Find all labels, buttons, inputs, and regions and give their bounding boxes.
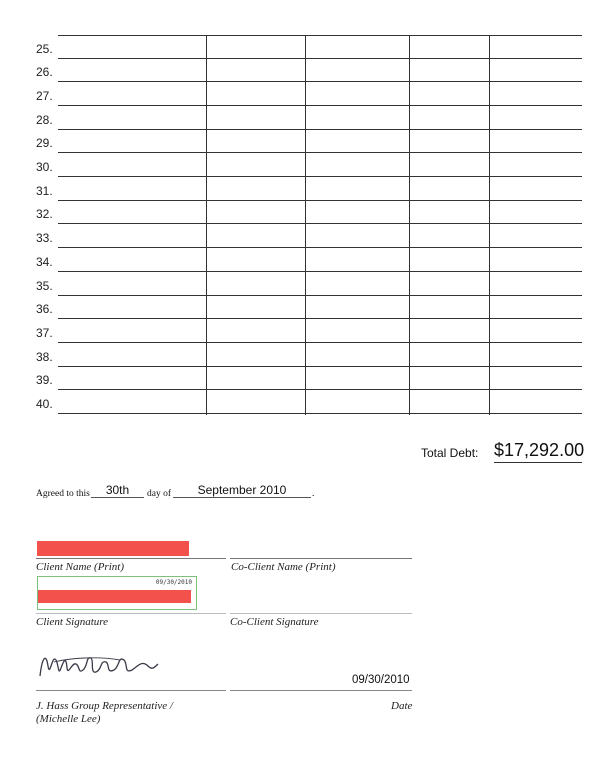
row-number: 37. bbox=[36, 325, 53, 340]
table-row bbox=[36, 296, 582, 320]
row-number: 35. bbox=[36, 278, 53, 293]
row-number: 33. bbox=[36, 231, 53, 246]
table-row bbox=[36, 319, 582, 343]
client-signature-caption: Client Signature bbox=[36, 616, 109, 628]
row-number: 28. bbox=[36, 112, 53, 127]
agreed-month-year-field[interactable]: September 2010 bbox=[173, 483, 311, 498]
total-debt-value: $17,292.00 bbox=[494, 440, 582, 463]
row-number: 26. bbox=[36, 65, 53, 80]
table-row bbox=[36, 201, 582, 225]
row-number: 31. bbox=[36, 183, 53, 198]
row-underline bbox=[58, 413, 582, 414]
redacted-client-signature bbox=[38, 590, 191, 603]
client-name-caption: Client Name (Print) bbox=[36, 561, 124, 573]
table-row bbox=[36, 35, 582, 59]
debt-table bbox=[36, 35, 582, 415]
row-number: 27. bbox=[36, 88, 53, 103]
row-number: 34. bbox=[36, 254, 53, 269]
coclient-name-caption: Co-Client Name (Print) bbox=[231, 561, 336, 573]
table-row bbox=[36, 59, 582, 83]
row-number: 25. bbox=[36, 41, 53, 56]
date-line bbox=[230, 690, 412, 691]
table-column-divider bbox=[206, 35, 207, 415]
row-number: 39. bbox=[36, 373, 53, 388]
row-number: 38. bbox=[36, 349, 53, 364]
representative-signature-icon bbox=[36, 648, 162, 682]
row-number: 36. bbox=[36, 302, 53, 317]
client-signature-line bbox=[36, 613, 226, 614]
table-row bbox=[36, 82, 582, 106]
table-row bbox=[36, 248, 582, 272]
representative-caption-line1: J. Hass Group Representative / bbox=[36, 700, 173, 712]
agreed-suffix: . bbox=[312, 489, 315, 499]
agreed-middle: day of bbox=[147, 489, 172, 499]
coclient-signature-line bbox=[230, 613, 412, 614]
table-column-divider bbox=[305, 35, 306, 415]
table-row bbox=[36, 154, 582, 178]
date-caption: Date bbox=[391, 700, 413, 712]
table-row bbox=[36, 272, 582, 296]
row-number: 32. bbox=[36, 207, 53, 222]
table-top-border bbox=[58, 35, 582, 36]
table-row bbox=[36, 391, 582, 415]
esignature-date: 09/30/2010 bbox=[155, 579, 192, 586]
row-number: 40. bbox=[36, 397, 53, 411]
table-row bbox=[36, 130, 582, 154]
representative-date-value: 09/30/2010 bbox=[352, 674, 410, 686]
coclient-name-line bbox=[230, 558, 412, 559]
table-row bbox=[36, 225, 582, 249]
representative-caption-line2: (Michelle Lee) bbox=[36, 713, 101, 725]
row-number: 30. bbox=[36, 160, 53, 174]
table-row bbox=[36, 177, 582, 201]
redacted-client-name bbox=[37, 541, 189, 556]
table-row bbox=[36, 106, 582, 130]
row-number: 29. bbox=[36, 136, 53, 151]
total-debt-label: Total Debt: bbox=[421, 446, 479, 460]
table-column-divider bbox=[409, 35, 410, 415]
representative-signature-line bbox=[36, 690, 226, 691]
agreed-day-field[interactable]: 30th bbox=[91, 483, 144, 498]
table-row bbox=[36, 343, 582, 367]
table-row bbox=[36, 367, 582, 391]
client-name-line bbox=[36, 558, 226, 559]
agreed-prefix: Agreed to this bbox=[36, 489, 90, 499]
coclient-signature-caption: Co-Client Signature bbox=[230, 616, 319, 628]
table-column-divider bbox=[489, 35, 490, 415]
